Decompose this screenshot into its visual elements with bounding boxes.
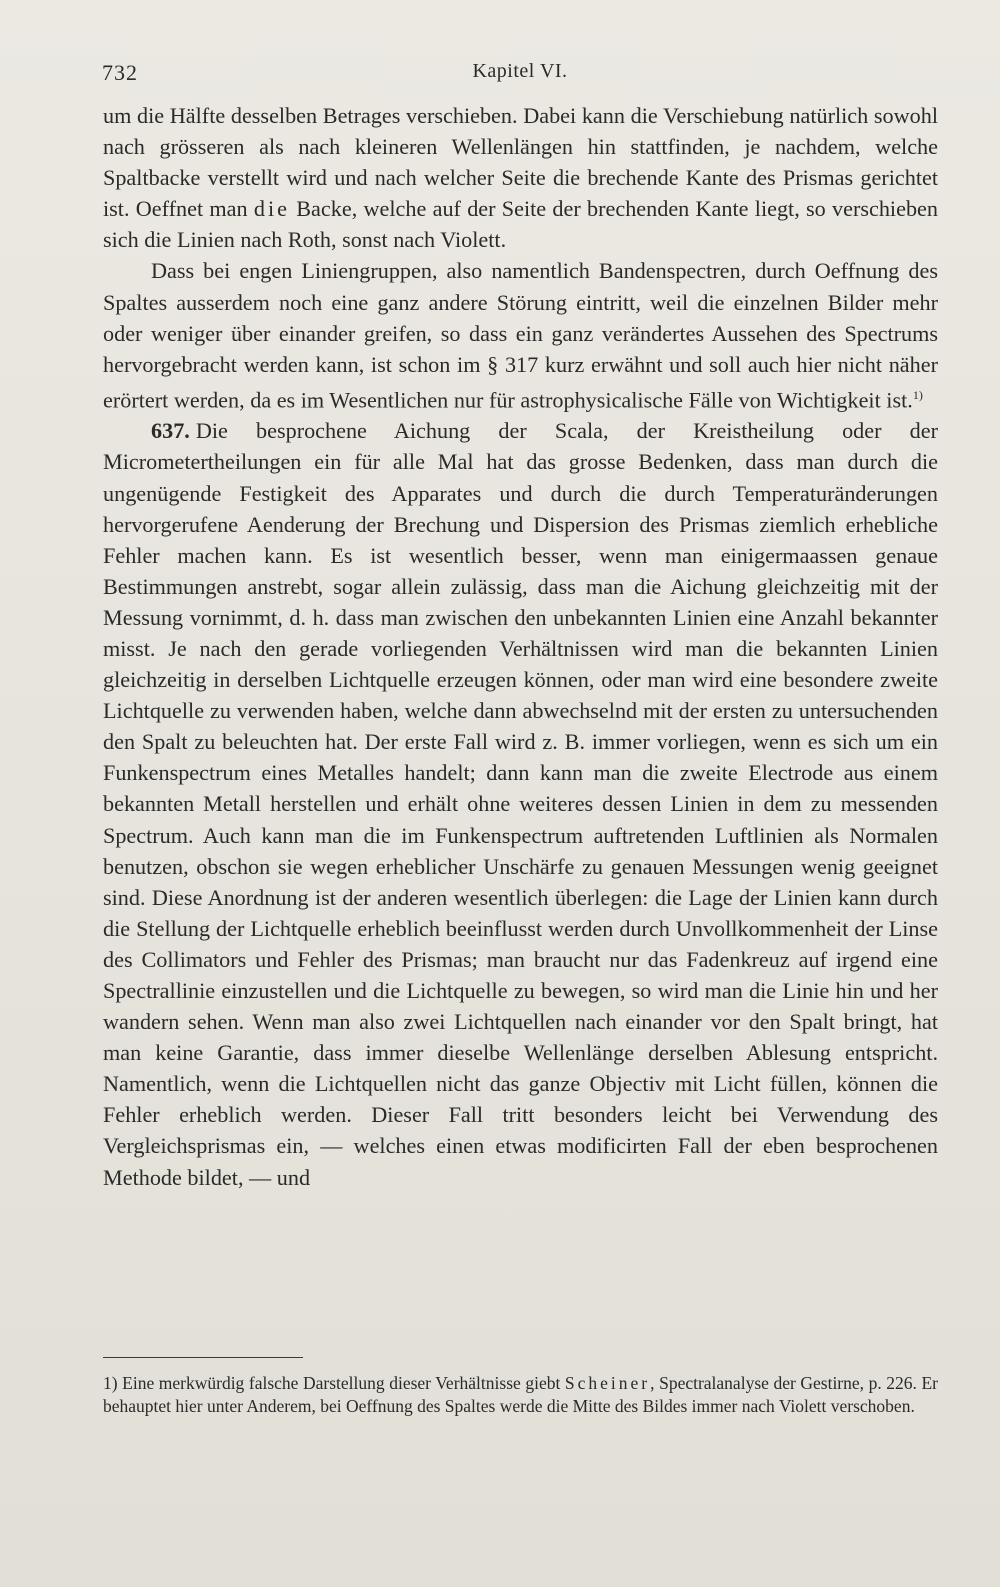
paragraph-text: Dass bei engen Liniengruppen, also namentlich Bandenspectren, durch Oeffnung des Spaltes ausserdem noch eine ganz andere Störung eintritt, weil die einzelnen Bilder mehr oder weniger über einander greifen, so dass ein ganz verändertes Aussehen des Spectrums hervorgebracht werden kann, ist schon im § 317 kurz erwähnt und soll auch hier nicht näher erörtert werden, da es im Wesentlichen nur für astrophysicalische Fälle von Wichtigkeit ist. — [103, 258, 938, 413]
paragraph-text: um die Hälfte desselben Betrages verschieben. Dabei kann die Verschiebung natürlich sowohl nach grösseren als nach kleineren Wellenlängen hin stattfinden, je nachdem, welche Spaltbacke verstellt wird und nach welcher Seite die brechende Kante des Prismas gerichtet ist. Oeffnet man — [103, 103, 938, 222]
paragraph-text: Backe, welche auf der Seite der brechenden Kante liegt, so verschieben sich die Linien nach Roth, sonst nach Violett. — [103, 196, 938, 253]
emphasized-word: die — [253, 196, 290, 222]
section-number: 637. — [151, 418, 190, 444]
footnote-text: , Spectralanalyse der Gestirne, p. 226. Er behauptet hier unter Anderem, bei Oeffnung des Spaltes werde die Mitte des Bildes immer nach Violett verschoben. — [103, 1373, 938, 1416]
footnote-divider — [103, 1357, 303, 1358]
paragraph-continuation — [103, 100, 938, 255]
footnote-text: Eine merkwürdig falsche Darstellung dieser Verhältnisse giebt — [117, 1373, 565, 1393]
body-text — [103, 100, 938, 1193]
footnote-reference: 1) — [912, 387, 923, 402]
paragraph-text: Die besprochene Aichung der Scala, der Kreistheilung oder der Micrometertheilungen ein für alle Mal hat das grosse Bedenken, dass man durch die ungenügende Festigkeit des Apparates und durch die durch Temperaturänderungen hervorgerufene Aenderung der Brechung und Dispersion des Prismas ziemlich erhebliche Fehler machen kann. Es ist wesentlich besser, wenn man einigermaassen genaue Bestimmungen anstrebt, sogar allein zulässig, dass man die Aichung gleichzeitig mit der Messung vornimmt, d. h. dass man zwischen den unbekannten Linien eine Anzahl bekannter misst. Je nach den gerade vorliegenden Verhältnissen wird man die bekannten Linien gleichzeitig in derselben Lichtquelle erzeugen können, oder man wird eine besondere zweite Lichtquelle zu verwenden haben, welche dann abwechselnd mit der ersten zu untersuchenden den Spalt zu beleuchten hat. Der erste Fall wird z. B. immer vorliegen, wenn es sich um ein Funkenspectrum eines Metalles handelt; dann kann man die zweite Electrode aus einem bekannten Metall herstellen und erhält ohne weiteres dessen Linien in dem zu messenden Spectrum. Auch kann man die im Funkenspectrum auftretenden Luftlinien als Normalen benutzen, obschon sie wegen erheblicher Unschärfe zu genauen Messungen wenig geeignet sind. Diese Anordnung ist der anderen wesentlich überlegen: die Lage der Linien kann durch die Stellung der Lichtquelle erheblich beeinflusst werden durch Unvollkommenheit der Linse des Collimators und Fehler des Prismas; man braucht nur das Fadenkreuz auf irgend eine Spectrallinie einzustellen und die Lichtquelle zu bewegen, so wird man die Linie hin und her wandern sehen. Wenn man also zwei Lichtquellen nach einander vor den Spalt bringt, hat man keine Garantie, dass immer dieselbe Wellenlänge derselben Ablesung entspricht. Namentlich, wenn die Lichtquellen nicht das ganze Objectiv mit Licht füllen, können die Fehler erheblich werden. Dieser Fall tritt besonders leicht bei Verwendung des Vergleichsprismas ein, — welches einen etwas modificirten Fall der eben besprochenen Methode bildet, — und — [103, 418, 938, 1190]
paragraph — [103, 255, 938, 415]
running-head: Kapitel VI. — [472, 60, 568, 82]
author-name: Scheiner — [564, 1373, 651, 1393]
page-number: 732 — [102, 60, 138, 85]
footnote-mark: 1) — [103, 1373, 118, 1393]
page-header — [102, 60, 938, 90]
section-paragraph — [103, 415, 938, 1192]
footnote — [103, 1372, 938, 1418]
footnotes — [103, 1372, 938, 1418]
